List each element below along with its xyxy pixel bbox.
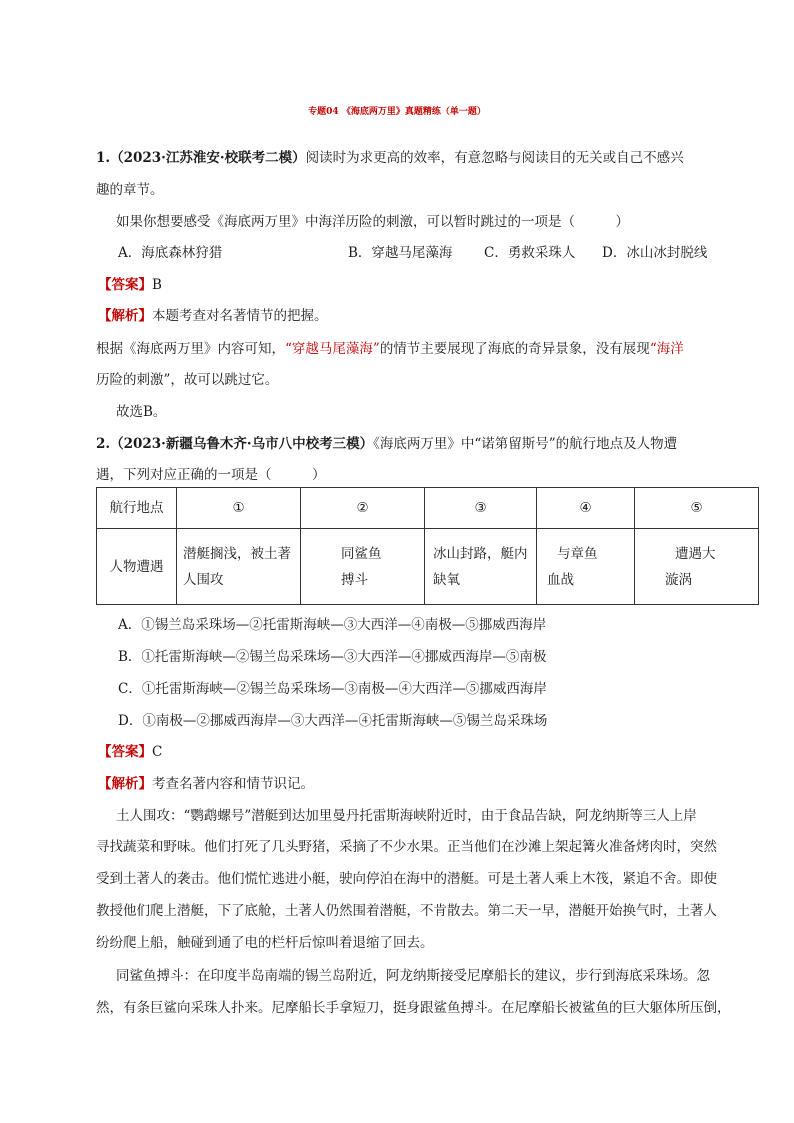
paragraph-line: 寻找蔬菜和野味。他们打死了几头野猪，采摘了不少水果。正当他们在沙滩上架起篝火准备烤肉时，突然 xyxy=(96,839,717,855)
question-2-stem-line1 xyxy=(96,432,677,452)
cell-line: 同鲨鱼 xyxy=(341,545,382,562)
question-number: 2. xyxy=(96,436,111,452)
explanation-text: 根据《海底两万里》内容可知， xyxy=(96,341,285,357)
analysis-text: 考查名著内容和情节识记。 xyxy=(152,776,314,792)
answer-tag: 【答案】 xyxy=(98,744,152,760)
analysis-tag: 【解析】 xyxy=(98,308,152,324)
option-b: B．穿越马尾藻海 xyxy=(348,245,453,261)
cell-line: 冰山封路，艇内 xyxy=(433,545,528,562)
explanation-text: 历险的刺激” xyxy=(96,372,171,388)
cell-line: 与章鱼 xyxy=(557,545,598,562)
paragraph-line: 同鲨鱼搏斗：在印度半岛南端的锡兰岛附近，阿龙纳斯接受尼摩船长的建议，步行到海底采珠场。忽 xyxy=(116,968,710,984)
cell-line: 遭遇大 xyxy=(675,545,716,562)
highlighted-quote: “穿越马尾藻海” xyxy=(285,341,380,357)
answer-line xyxy=(98,740,162,760)
table-cell: ③ xyxy=(425,488,537,529)
question-source: （2023·江苏淮安·校联考二模） xyxy=(110,150,306,166)
analysis-text: 本题考查对名著情节的把握。 xyxy=(152,308,328,324)
option-a: A．海底森林狩猎 xyxy=(118,245,223,261)
answer-value: C xyxy=(152,744,163,760)
question-source: （2023·新疆乌鲁木齐·乌市八中校考三模） xyxy=(110,436,374,452)
paragraph-line: 受到土著人的袭击。他们慌忙逃进小艇，驶向停泊在海中的潜艇。可是土著人乘上木筏，紧追不舍。即使 xyxy=(96,871,717,887)
option-c: C．勇救采珠人 xyxy=(484,245,576,261)
analysis-line xyxy=(98,304,328,324)
answer-tag: 【答案】 xyxy=(98,277,152,293)
table-row xyxy=(97,529,759,605)
table-cell xyxy=(425,529,537,605)
table-row-label: 航行地点 xyxy=(97,488,177,529)
table-cell xyxy=(537,529,635,605)
explanation-line1 xyxy=(96,337,684,357)
paragraph-line: 土人围攻：“鹦鹉螺号”潜艇到达加里曼丹托雷斯海峡附近时，由于食品告缺，阿龙纳斯等三人上岸 xyxy=(116,808,697,824)
explanation-text: ，故可以跳过它。 xyxy=(170,372,279,388)
cell-line: 漩涡 xyxy=(665,571,692,588)
option-b: B．①托雷斯海峡—②锡兰岛采珠场—③大西洋—④挪威西海岸—⑤南极 xyxy=(118,649,547,665)
question-number: 1. xyxy=(96,150,111,166)
highlighted-quote: “海洋 xyxy=(649,341,684,357)
conclusion: 故选B。 xyxy=(116,404,167,420)
cell-line: 人围攻 xyxy=(183,571,224,588)
explanation-line2 xyxy=(96,368,278,388)
table-cell xyxy=(301,529,425,605)
question-1-prompt: 如果你想要感受《海底两万里》中海洋历险的刺激，可以暂时跳过的一项是（ ） xyxy=(116,214,629,230)
question-text: 阅读时为求更高的效率，有意忽略与阅读目的无关或自己不感兴 xyxy=(305,150,684,166)
table-cell xyxy=(635,529,759,605)
cell-line: 缺氧 xyxy=(433,571,460,588)
question-text: 《海底两万里》中“诺第留斯号”的航行地点及人物遭 xyxy=(373,436,678,452)
question-1-stem-line1 xyxy=(96,146,684,166)
table-row xyxy=(97,488,759,529)
answer-line xyxy=(98,273,162,293)
analysis-tag: 【解析】 xyxy=(98,776,152,792)
option-d: D．①南极—②挪威西海岸—③大西洋—④托雷斯海峡—⑤锡兰岛采珠场 xyxy=(118,713,548,729)
paragraph-line: 纷纷爬上船，触碰到通了电的栏杆后惊叫着退缩了回去。 xyxy=(96,935,434,951)
voyage-table xyxy=(96,487,759,605)
cell-line: 血战 xyxy=(547,571,574,588)
cell-line: 潜艇搁浅，被土著 xyxy=(183,545,291,562)
option-a: A．①锡兰岛采珠场—②托雷斯海峡—③大西洋—④南极—⑤挪威西海岸 xyxy=(118,617,547,633)
table-cell: ④ xyxy=(537,488,635,529)
table-cell: ① xyxy=(177,488,301,529)
table-cell: ⑤ xyxy=(635,488,759,529)
paragraph-line: 然，有条巨鲨向采珠人扑来。尼摩船长手拿短刀，挺身跟鲨鱼搏斗。在尼摩船长被鲨鱼的巨大躯体所压倒， xyxy=(96,1000,731,1016)
table-row-label: 人物遭遇 xyxy=(97,529,177,605)
cell-line: 搏斗 xyxy=(341,571,368,588)
option-c: C．①托雷斯海峡—②锡兰岛采珠场—③南极—④大西洋—⑤挪威西海岸 xyxy=(118,681,547,697)
page-title: 专题04 《海底两万里》真题精练（单一题） xyxy=(308,107,486,117)
answer-value: B xyxy=(152,277,162,293)
table-cell xyxy=(177,529,301,605)
question-2-stem-line2: 遇，下列对应正确的一项是（ ） xyxy=(96,467,326,483)
question-1-stem-line2: 趣的章节。 xyxy=(96,182,164,198)
option-d: D．冰山冰封脱线 xyxy=(602,245,708,261)
analysis-line xyxy=(98,772,314,792)
paragraph-line: 教授他们爬上潜艇，下了底舱，土著人仍然围着潜艇，不肯散去。第二天一早，潜艇开始换气时，土著人 xyxy=(96,903,717,919)
table-cell: ② xyxy=(301,488,425,529)
explanation-text: 的情节主要展现了海底的奇异景象，没有展现 xyxy=(379,341,650,357)
